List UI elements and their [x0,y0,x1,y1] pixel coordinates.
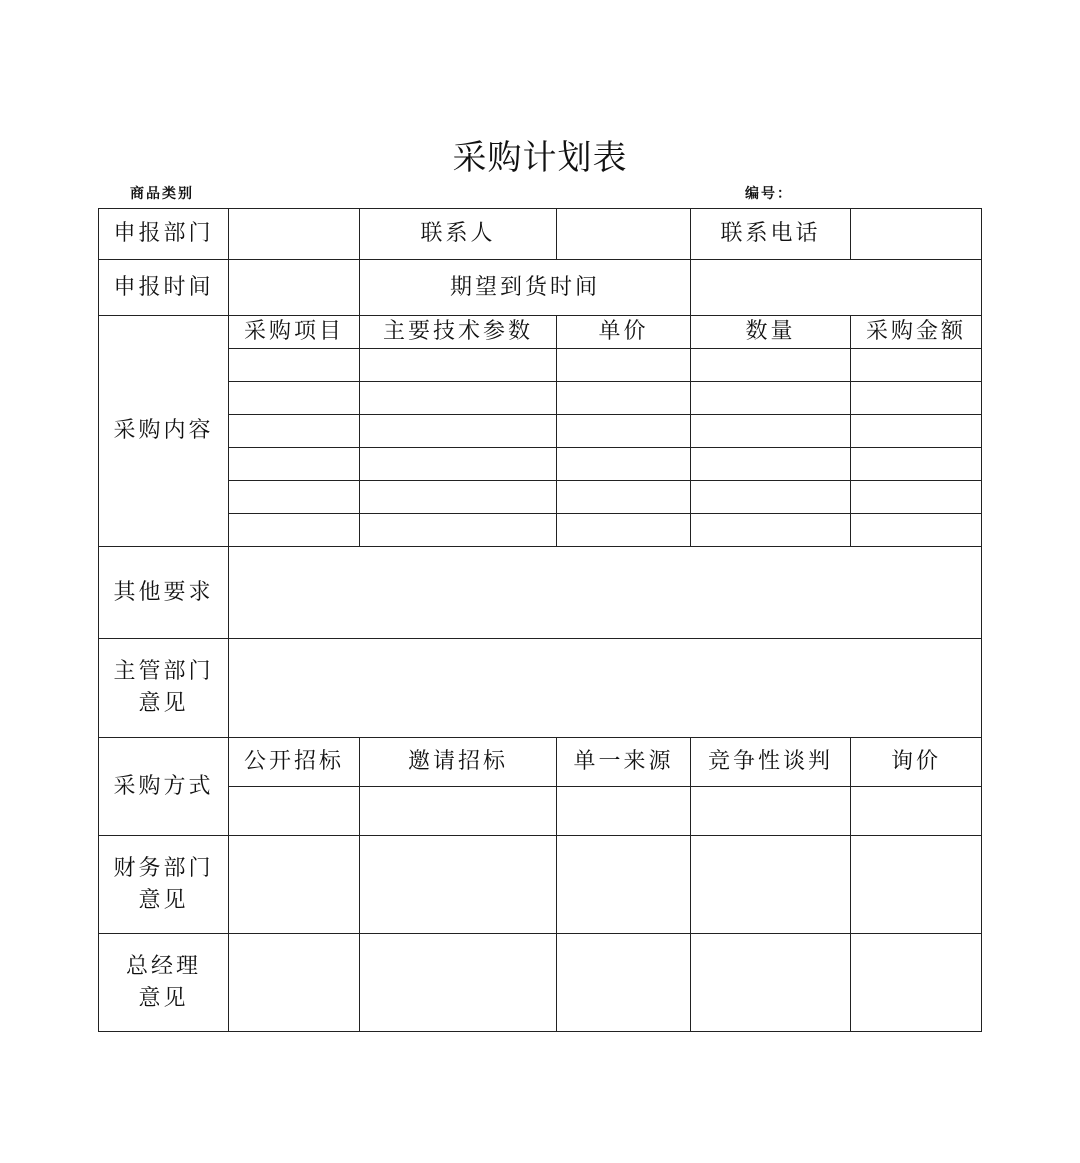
content-cell[interactable] [851,415,982,448]
content-cell[interactable] [851,514,982,547]
content-header-item: 采购项目 [229,316,360,349]
content-cell[interactable] [360,382,557,415]
method-label: 采购方式 [99,738,229,836]
table-row [99,415,982,448]
dept-field[interactable] [229,209,360,260]
method-cell[interactable] [229,787,360,836]
content-label: 采购内容 [99,316,229,547]
content-cell[interactable] [229,514,360,547]
content-cell[interactable] [360,415,557,448]
finance-cell[interactable] [360,836,557,934]
finance-opinion-label: 财务部门 意见 [99,836,229,934]
finance-cell[interactable] [557,836,691,934]
content-cell[interactable] [691,349,851,382]
method-inquiry: 询价 [851,738,982,787]
method-cell[interactable] [360,787,557,836]
supervisor-opinion-label: 主管部门 意见 [99,639,229,738]
content-cell[interactable] [691,514,851,547]
expected-date-label: 期望到货时间 [360,260,691,316]
form-title: 采购计划表 [452,138,628,178]
method-single-source: 单一来源 [557,738,691,787]
content-cell[interactable] [691,481,851,514]
contact-label: 联系人 [360,209,557,260]
other-requirements-field[interactable] [229,547,982,639]
gm-opinion-label: 总经理 意见 [99,934,229,1032]
content-header-price: 单价 [557,316,691,349]
number-label: 编号： [745,186,793,202]
table-row [99,639,982,738]
category-label: 商品类别 [130,186,194,202]
table-row [99,836,982,934]
gm-cell[interactable] [360,934,557,1032]
gm-cell[interactable] [557,934,691,1032]
content-cell[interactable] [851,349,982,382]
phone-label: 联系电话 [691,209,851,260]
phone-field[interactable] [851,209,982,260]
table-row [99,934,982,1032]
dept-label: 申报部门 [99,209,229,260]
table-row [99,316,982,349]
content-cell[interactable] [557,514,691,547]
date-label: 申报时间 [99,260,229,316]
content-cell[interactable] [557,448,691,481]
table-row [99,514,982,547]
content-cell[interactable] [229,481,360,514]
content-cell[interactable] [851,448,982,481]
table-row [99,448,982,481]
content-cell[interactable] [557,349,691,382]
content-cell[interactable] [229,415,360,448]
content-cell[interactable] [229,382,360,415]
content-cell[interactable] [691,448,851,481]
content-header-qty: 数量 [691,316,851,349]
table-row [99,481,982,514]
content-cell[interactable] [360,448,557,481]
supervisor-opinion-field[interactable] [229,639,982,738]
content-cell[interactable] [360,514,557,547]
method-cell[interactable] [557,787,691,836]
method-open-tender: 公开招标 [229,738,360,787]
gm-cell[interactable] [229,934,360,1032]
table-row [99,349,982,382]
content-cell[interactable] [557,415,691,448]
method-cell[interactable] [691,787,851,836]
method-cell[interactable] [851,787,982,836]
content-cell[interactable] [360,481,557,514]
content-cell[interactable] [229,349,360,382]
method-negotiation: 竞争性谈判 [691,738,851,787]
content-cell[interactable] [557,382,691,415]
date-field[interactable] [229,260,360,316]
expected-date-field[interactable] [691,260,982,316]
content-cell[interactable] [691,415,851,448]
table-row [99,738,982,787]
content-cell[interactable] [229,448,360,481]
table-row [99,787,982,836]
table-row [99,382,982,415]
gm-cell[interactable] [851,934,982,1032]
purchase-plan-table [98,208,982,1032]
content-header-params: 主要技术参数 [360,316,557,349]
contact-field[interactable] [557,209,691,260]
other-requirements-label: 其他要求 [99,547,229,639]
table-row [99,260,982,316]
gm-cell[interactable] [691,934,851,1032]
content-cell[interactable] [691,382,851,415]
method-invited-tender: 邀请招标 [360,738,557,787]
finance-cell[interactable] [691,836,851,934]
content-cell[interactable] [851,382,982,415]
content-cell[interactable] [360,349,557,382]
finance-cell[interactable] [229,836,360,934]
finance-cell[interactable] [851,836,982,934]
content-cell[interactable] [851,481,982,514]
content-header-amount: 采购金额 [851,316,982,349]
table-row [99,209,982,260]
table-row [99,547,982,639]
content-cell[interactable] [557,481,691,514]
